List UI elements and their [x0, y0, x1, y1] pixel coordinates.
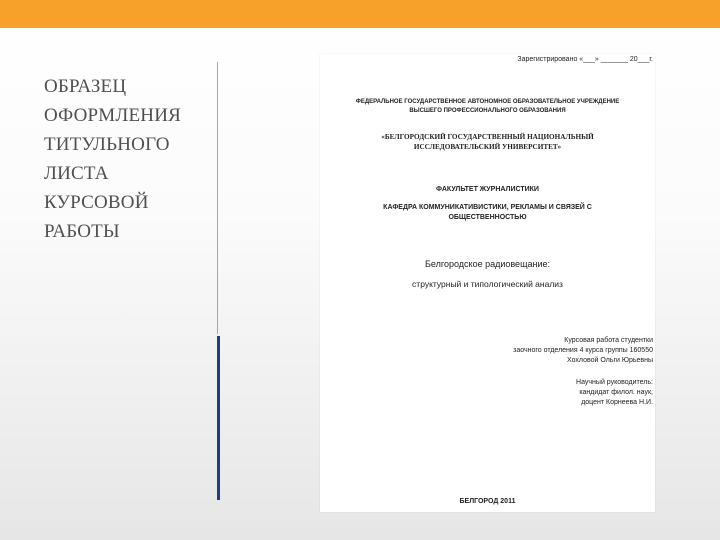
supervisor-line: Научный руководитель: [576, 379, 653, 386]
ministry-heading [320, 98, 655, 116]
author-block [513, 336, 653, 366]
department-name [320, 203, 655, 223]
author-line: Хохловой Ольги Юрьевны [567, 357, 653, 364]
university-line: «БЕЛГОРОДСКИЙ ГОСУДАРСТВЕННЫЙ НАЦИОНАЛЬНЫЙ [381, 133, 594, 141]
title-line: ТИТУЛЬНОГО [44, 134, 170, 155]
title-line: ЛИСТА [44, 163, 109, 184]
title-line: КУРСОВОЙ [44, 192, 149, 213]
department-line: КАФЕДРА КОММУНИКАТИВИСТИКИ, РЕКЛАМЫ И СВЯЗЕЙ С [383, 204, 592, 211]
department-line: ОБЩЕСТВЕННОСТЬЮ [448, 214, 527, 221]
slide-title [44, 72, 214, 246]
ministry-line: ВЫСШЕГО ПРОФЕССИОНАЛЬНОГО ОБРАЗОВАНИЯ [409, 108, 566, 114]
title-line: ОФОРМЛЕНИЯ [44, 105, 181, 126]
vertical-divider-accent [217, 336, 220, 500]
city-year: БЕЛГОРОД 2011 [459, 498, 516, 505]
faculty-name: ФАКУЛЬТЕТ ЖУРНАЛИСТИКИ [436, 186, 539, 193]
ministry-line: ФЕДЕРАЛЬНОЕ ГОСУДАРСТВЕННОЕ АВТОНОМНОЕ ОБРАЗОВАТЕЛЬНОЕ УЧРЕЖДЕНИЕ [355, 99, 620, 105]
university-line: ИССЛЕДОВАТЕЛЬСКИЙ УНИВЕРСИТЕТ» [413, 143, 562, 151]
author-line: Курсовая работа студентки [564, 337, 653, 344]
top-accent-bar [0, 0, 720, 28]
university-name [320, 132, 655, 152]
supervisor-block [576, 378, 653, 408]
work-topic-line2: структурный и типологический анализ [412, 279, 563, 289]
author-line: заочного отделения 4 курса группы 160550 [513, 347, 653, 354]
supervisor-line: кандидат филол. наук, [579, 389, 653, 396]
registration-line: Зарегистрировано «___» _______ 20___г. [517, 56, 653, 63]
vertical-divider [217, 62, 218, 334]
supervisor-line: доцент Корнеева Н.И. [581, 399, 653, 406]
title-line: ОБРАЗЕЦ [44, 76, 127, 97]
title-page-image [320, 54, 655, 512]
title-line: РАБОТЫ [44, 221, 120, 242]
work-topic-line1: Белгородское радиовещание: [425, 259, 550, 269]
